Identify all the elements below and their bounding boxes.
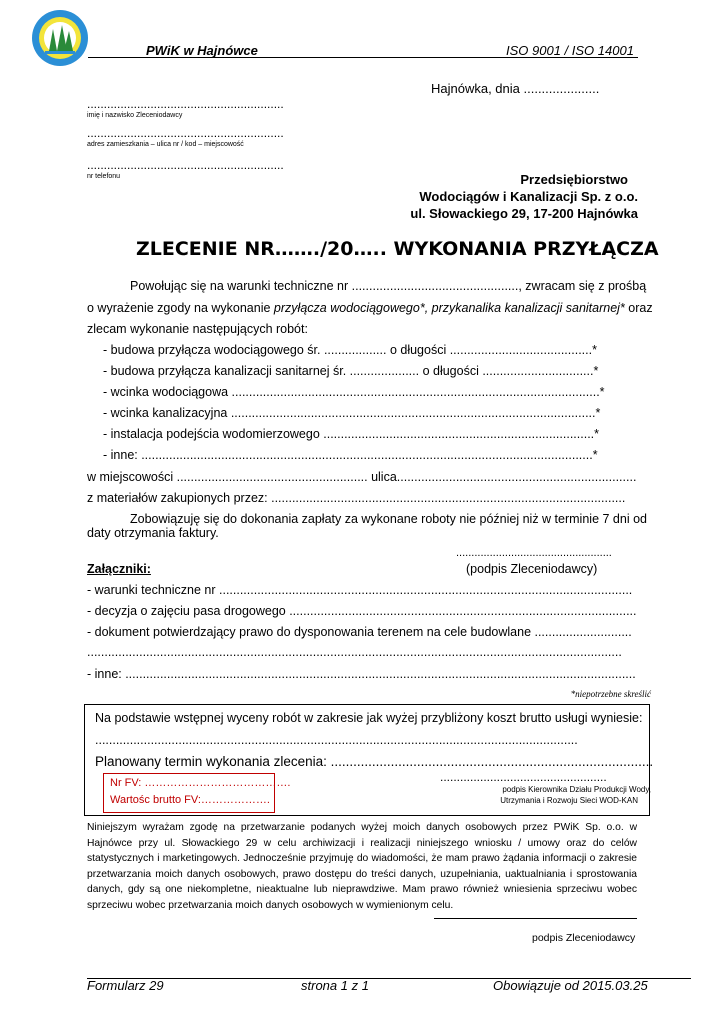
client-phone-label: nr telefonu <box>87 173 121 180</box>
work-item: - budowa przyłącza kanalizacji sanitarnej śr. .................... o długości ................................* <box>103 364 599 378</box>
company-logo <box>31 9 89 67</box>
form-number: Formularz 29 <box>87 978 164 993</box>
client-address-label: adres zamieszkania – ulica nr / kod – miejscowość <box>87 141 244 148</box>
intro-line2: o wyrażenie zgody na wykonanie przyłącza wodociągowego*, przykanalika kanalizacji sanitarnej* oraz <box>87 301 653 315</box>
gdpr-consent-text: Niniejszym wyrażam zgodę na przetwarzanie podanych wyżej moich danych osobowych przez PWiK Sp. o.o. w Hajnówce przy ul. Słowackiego 29 w celu archiwizacji i realizacji niniejszego wniosku / umowy oraz do celów statystycznych i marketingowych. Jednocześnie przyjmuję do wiadomości, że mam prawo żądania informacji o zakresie przetwarzania moich danych osobowych, prawo dostępu do treści danych, uzupełniania, uaktualniania i sprostowania danych, gdy są one niekompletne, nieaktualne lub nieprawdziwe. Mam prawo również wniesienia sprzeciwu wobec sprzeciwu wobec przetwarzania moich danych osobowych w wymienionym celu. <box>87 822 637 911</box>
attachment-item: - warunki techniczne nr ....................................................................................................................... <box>87 583 633 597</box>
work-item: - budowa przyłącza wodociągowego śr. .................. o długości .........................................* <box>103 343 597 357</box>
attachment-item: - inne: ................................................................................................................................................... <box>87 667 636 681</box>
attachment-item: - dokument potwierdzający prawo do dysponowania terenem na cele budowlane ............................ <box>87 625 632 639</box>
planned-term: Planowany termin wykonania zlecenia: ...................................................................................... <box>95 754 654 769</box>
footnote: *niepotrzebne skreślić <box>570 689 651 699</box>
attachment-item: - decyzja o zajęciu pasa drogowego .................................................................................................... <box>87 604 637 618</box>
client-name-label: imię i nazwisko Zleceniodawcy <box>87 112 183 119</box>
page-title: ZLECENIE NR……./20….. WYKONANIA PRZYŁĄCZA <box>136 238 659 260</box>
estimate-line2: ........................................................................................................................................... <box>95 733 578 747</box>
intro-line3: zlecam wykonanie następujących robót: <box>87 322 308 336</box>
work-item: - instalacja podejścia wodomierzowego ..............................................................................* <box>103 427 600 441</box>
page-number: strona 1 z 1 <box>301 978 369 993</box>
estimate-sign-label2: Utrzymania i Rozwoju Sieci WOD-KAN <box>500 796 638 805</box>
invoice-gross-value: Wartośc brutto FV:………………. <box>110 794 270 806</box>
signature1-dots: ................................................... <box>456 547 612 559</box>
estimate-sign-label1: podpis Kierownika Działu Produkcji Wody, <box>502 785 651 794</box>
client-phone-dots: ........................................................... <box>87 158 284 172</box>
work-item: - wcinka kanalizacyjna .........................................................................................................* <box>103 406 601 420</box>
materials-line: z materiałów zakupionych przez: ...................................................................................................... <box>87 491 626 505</box>
estimate-sign-dots: .................................................. <box>440 770 607 784</box>
company-name: PWiK w Hajnówce <box>146 43 258 58</box>
client-name-dots: ........................................................... <box>87 97 284 111</box>
attachments-heading: Załączniki: <box>87 562 151 576</box>
location-line: w miejscowości ....................................................... ulica..................................................................... <box>87 470 637 484</box>
estimate-line1: Na podstawie wstępnej wyceny robót w zakresie jak wyżej przybliżony koszt brutto usługi wyniesie: <box>95 711 643 725</box>
work-item: - wcinka wodociągowa ..........................................................................................................* <box>103 385 605 399</box>
iso-label: ISO 9001 / ISO 14001 <box>506 43 634 58</box>
payment-line1: Zobowiązuję się do dokonania zapłaty za wykonane roboty nie później niż w terminie 7 dni od <box>130 512 647 526</box>
invoice-number: Nr FV: …………………………………. <box>110 777 291 789</box>
signature1-label: (podpis Zleceniodawcy) <box>466 562 598 576</box>
recipient-line2: Wodociągów i Kanalizacji Sp. z o.o. <box>419 189 638 204</box>
recipient-line3: ul. Słowackiego 29, 17-200 Hajnówka <box>410 206 638 221</box>
payment-line2: daty otrzymania faktury. <box>87 526 219 540</box>
work-item: - inne: ..................................................................................................................................* <box>103 448 598 462</box>
header-divider <box>88 57 638 58</box>
client-address-dots: ........................................................... <box>87 126 284 140</box>
date-line: Hajnówka, dnia ..................... <box>431 81 600 96</box>
signature2-label: podpis Zleceniodawcy <box>532 932 636 944</box>
recipient-line1: Przedsiębiorstwo <box>520 172 628 187</box>
intro-line1: Powołując się na warunki techniczne nr ................................................, zwracam się z prośbą <box>130 279 647 293</box>
valid-from: Obowiązuje od 2015.03.25 <box>493 978 648 993</box>
signature2-line <box>434 918 637 919</box>
attachment-item: .......................................................................................................................................................... <box>87 645 622 659</box>
